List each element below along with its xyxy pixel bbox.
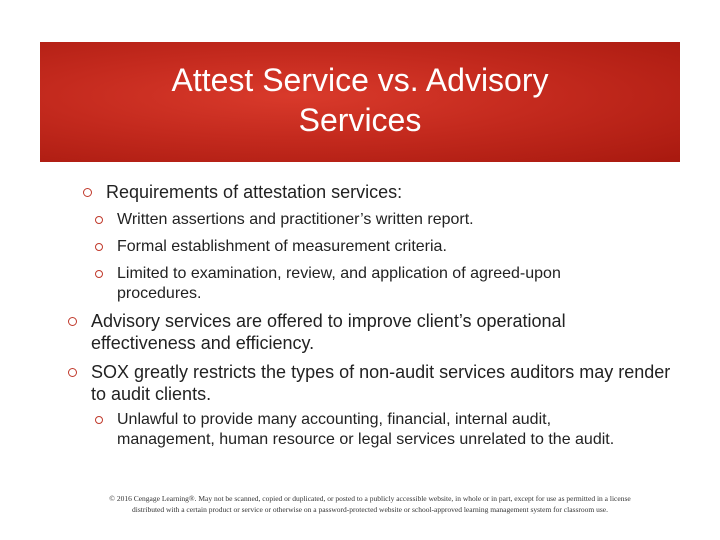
bullet-item	[83, 181, 643, 203]
sub-bullet-text: Unlawful to provide many accounting, financial, internal audit, management, human resource or legal services unrelated to the audit.	[117, 411, 615, 448]
sub-bullet-text: Formal establishment of measurement criteria.	[117, 238, 447, 255]
sub-bullet-text: Limited to examination, review, and application of agreed-upon procedures.	[117, 265, 561, 302]
hollow-circle-icon	[95, 243, 103, 251]
sub-bullet-item	[95, 264, 640, 304]
sub-bullet-item	[95, 210, 655, 230]
hollow-circle-icon	[95, 416, 103, 424]
footer-line-2: distributed with a certain product or service or otherwise on a password-protected website or school-approved learning management system for classroom use.	[132, 505, 608, 514]
hollow-circle-icon	[95, 270, 103, 278]
slide-title	[40, 60, 680, 140]
slide-title-line-2: Services	[298, 102, 422, 138]
footer-line-1: © 2016 Cengage Learning®. May not be scanned, copied or duplicated, or posted to a publicly accessible website, in whole or in part, except for use as permitted in a license	[109, 494, 631, 503]
sub-bullet-text: Written assertions and practitioner’s written report.	[117, 211, 474, 228]
bullet-text: Advisory services are offered to improve client’s operational effectiveness and efficiency.	[91, 311, 566, 353]
slide-title-line-1: Attest Service vs. Advisory	[171, 62, 549, 98]
hollow-circle-icon	[68, 368, 77, 377]
hollow-circle-icon	[68, 317, 77, 326]
bullet-item	[68, 361, 688, 405]
copyright-footer	[80, 493, 660, 515]
hollow-circle-icon	[95, 216, 103, 224]
bullet-item	[68, 310, 668, 354]
bullet-text: SOX greatly restricts the types of non-audit services auditors may render to audit clients.	[91, 362, 671, 404]
hollow-circle-icon	[83, 188, 92, 197]
sub-bullet-item	[95, 410, 655, 450]
sub-bullet-item	[95, 237, 655, 257]
bullet-text: Requirements of attestation services:	[106, 182, 403, 202]
